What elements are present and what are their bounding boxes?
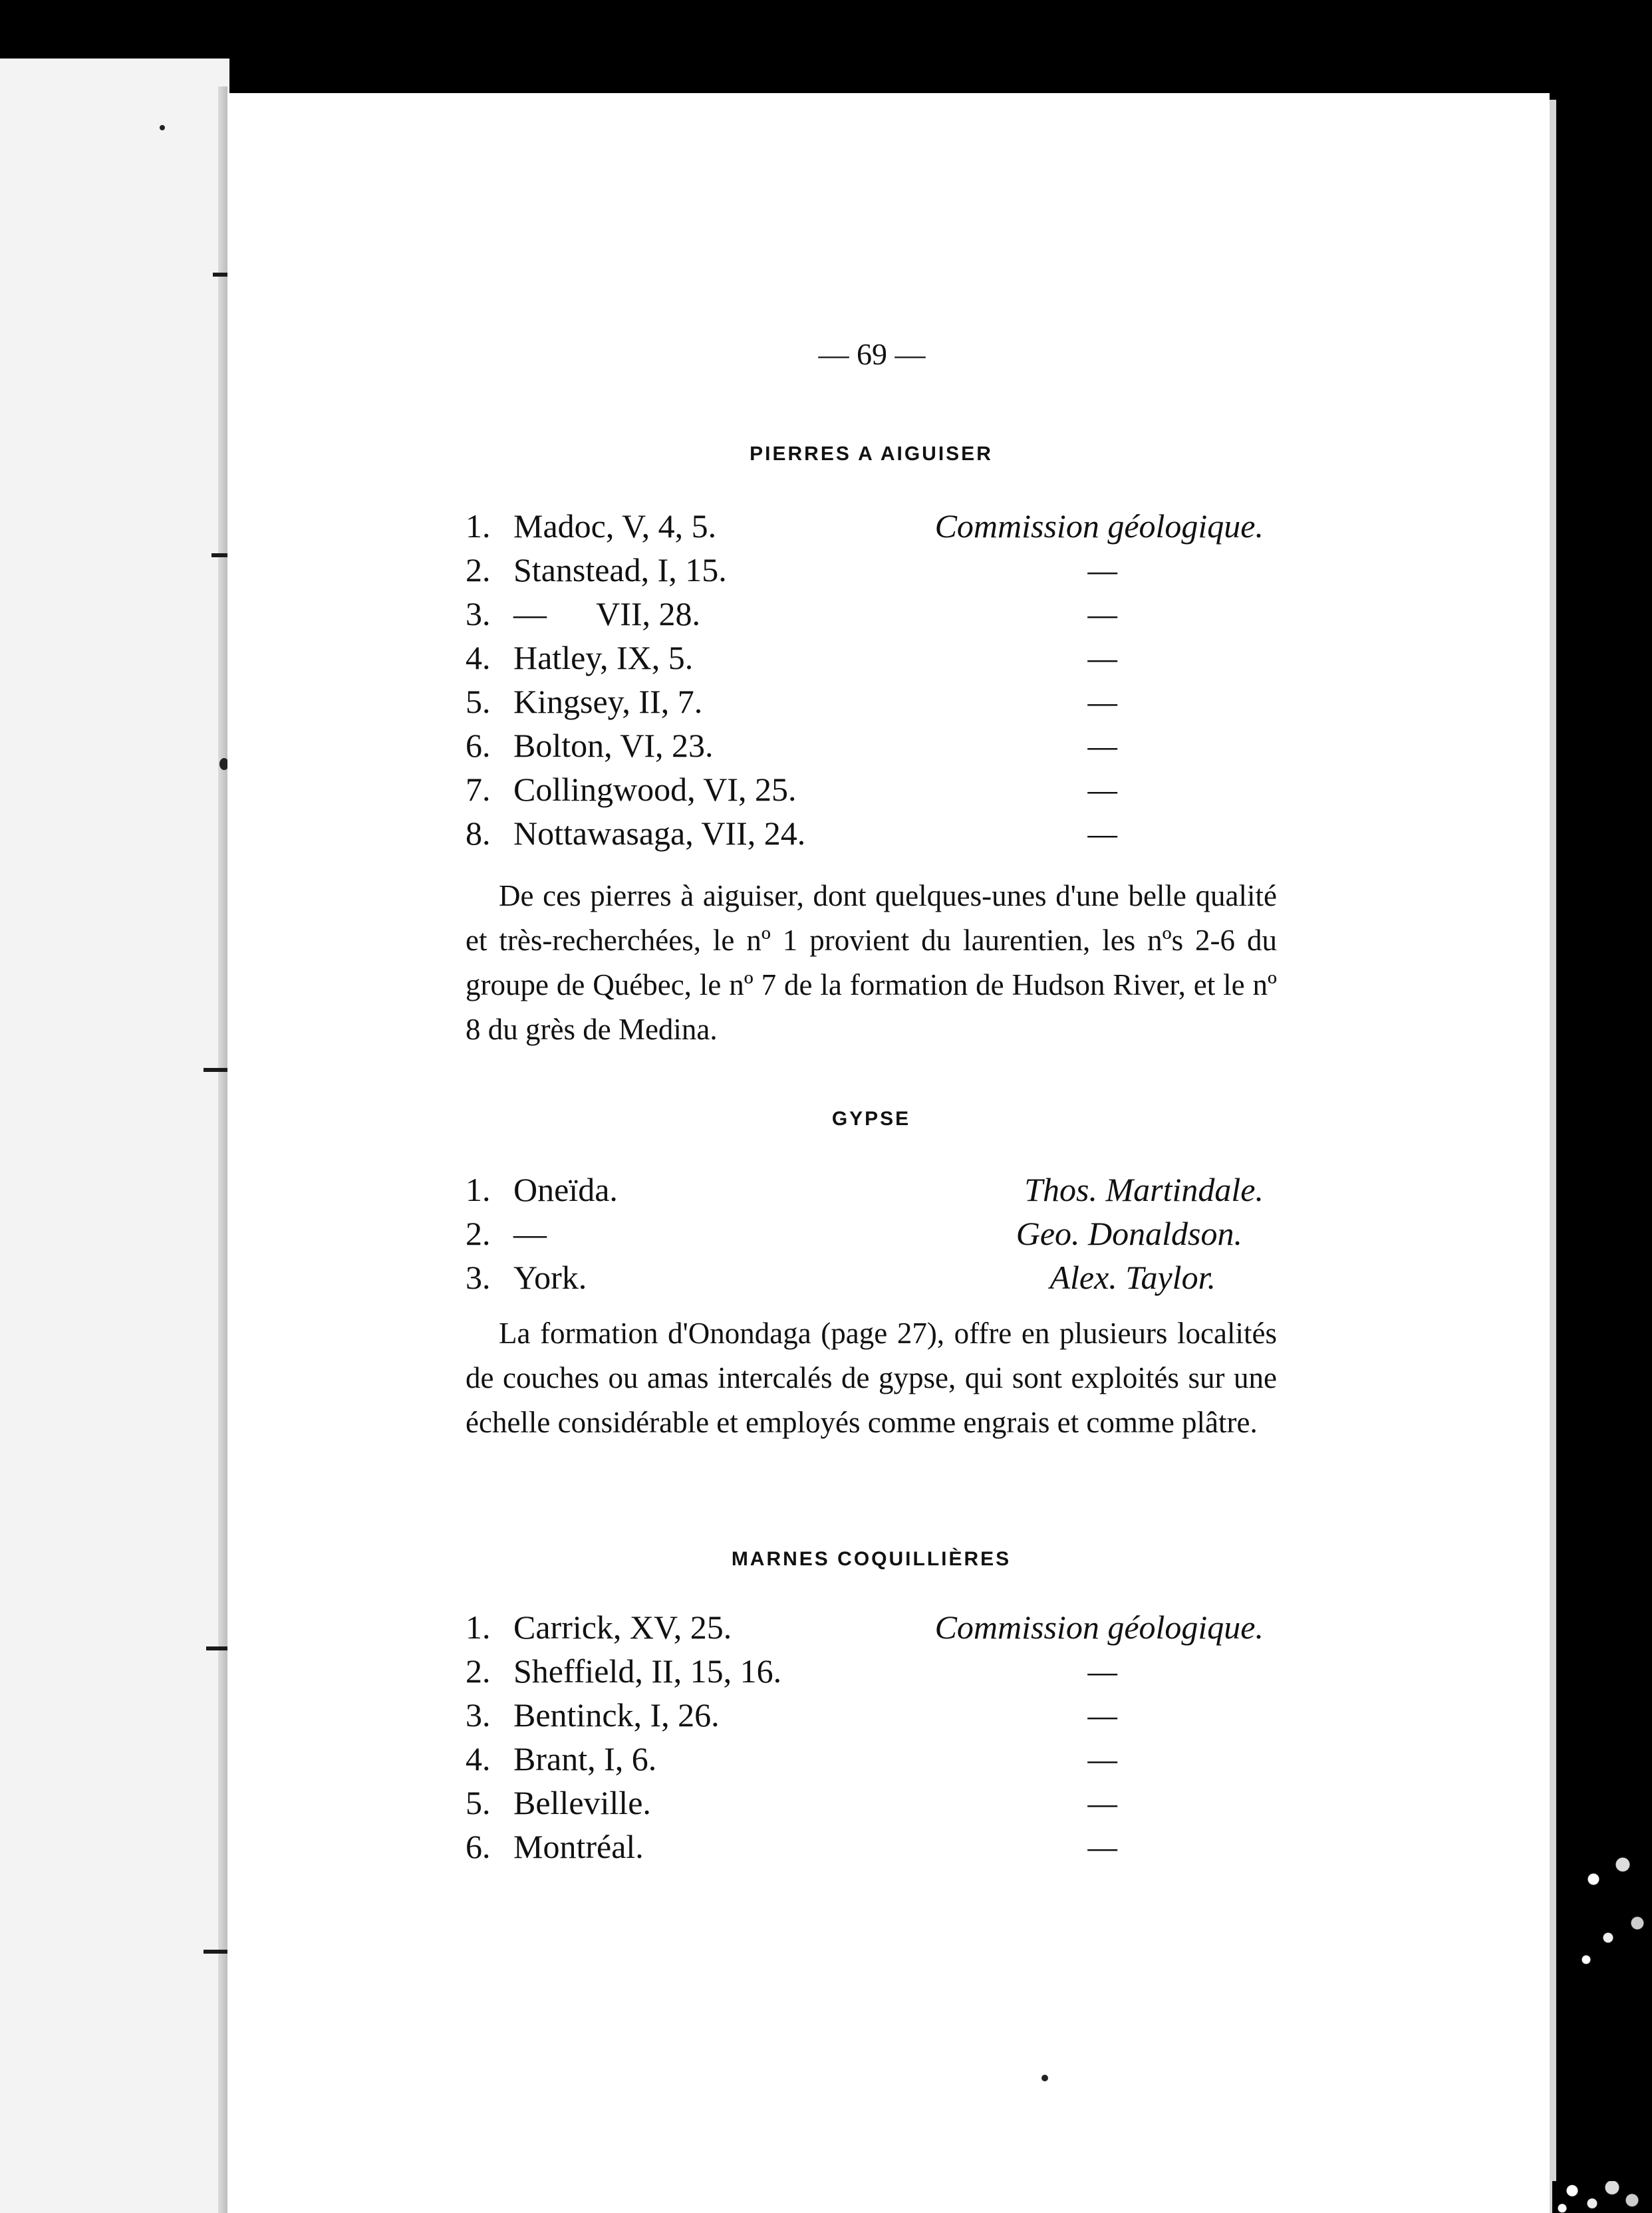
item-source-ditto: —: [1087, 815, 1117, 852]
item-number: 4.: [466, 1740, 491, 1777]
item-source: Geo. Donaldson.: [1016, 1215, 1242, 1252]
item-location: Kingsey, II, 7.: [513, 683, 703, 720]
item-location: Bolton, VI, 23.: [513, 727, 714, 764]
item-location: Montréal.: [513, 1828, 644, 1865]
item-number: 2.: [466, 1652, 491, 1690]
item-number: 6.: [466, 727, 491, 764]
list-item: [466, 1255, 1277, 1299]
item-location: Belleville.: [513, 1784, 651, 1821]
right-page-edge: [1550, 100, 1556, 2213]
item-number: 3.: [466, 1259, 491, 1296]
item-location: Collingwood, VI, 25.: [513, 771, 797, 808]
item-location: Stanstead, I, 15.: [513, 551, 727, 588]
item-location: Oneïda.: [513, 1171, 618, 1208]
item-number: 1.: [466, 1609, 491, 1646]
item-number: 6.: [466, 1828, 491, 1865]
item-source-ditto: —: [1087, 1696, 1117, 1734]
item-source-ditto: —: [1087, 683, 1117, 720]
page-number: — 69 —: [818, 337, 926, 371]
item-source-ditto: —: [1087, 1740, 1117, 1777]
item-source: Thos. Martindale.: [1024, 1171, 1264, 1208]
item-location: Sheffield, II, 15, 16.: [513, 1652, 782, 1690]
item-number: 1.: [466, 507, 491, 545]
list-item: [466, 1649, 1277, 1693]
item-source: Alex. Taylor.: [1049, 1259, 1216, 1296]
list-item: [466, 504, 1277, 548]
item-location: — VII, 28.: [513, 595, 701, 632]
item-source-ditto: —: [1087, 727, 1117, 764]
section-title-pierres: PIERRES A AIGUISER: [750, 443, 993, 465]
item-source-ditto: —: [1087, 551, 1117, 588]
item-number: 5.: [466, 683, 491, 720]
item-number: 8.: [466, 815, 491, 852]
page-gutter: [218, 86, 227, 2213]
item-source-ditto: —: [1087, 595, 1117, 632]
dust-speck: [160, 125, 165, 130]
item-number: 1.: [466, 1171, 491, 1208]
list-item: [466, 1605, 1277, 1649]
scan-noise: [1552, 2181, 1652, 2213]
item-location: Carrick, XV, 25.: [513, 1609, 732, 1646]
list-item: [466, 1737, 1277, 1781]
item-location: Bentinck, I, 26.: [513, 1696, 720, 1734]
list-item: [466, 1825, 1277, 1869]
item-location: Madoc, V, 4, 5.: [513, 507, 717, 545]
list-item: [466, 1781, 1277, 1825]
scan-noise: [1579, 1835, 1652, 1982]
dust-speck: [1041, 2075, 1048, 2081]
item-location: Nottawasaga, VII, 24.: [513, 815, 806, 852]
list-item: [466, 592, 1277, 636]
section-paragraph-pierres: De ces pierres à aiguiser, dont quelques-unes d'une belle qualité et très-recherchées, le nº 1 provient du laurentien, les nºs 2-6 du groupe de Québec, le nº 7 de la formation de Hudson River, et le nº 8 du grès de Medina.: [466, 879, 1277, 1046]
item-source-ditto: —: [1087, 1784, 1117, 1821]
item-number: 5.: [466, 1784, 491, 1821]
item-number: 4.: [466, 639, 491, 676]
item-number: 3.: [466, 595, 491, 632]
list-item: [466, 1693, 1277, 1737]
item-number: 3.: [466, 1696, 491, 1734]
item-source-ditto: —: [1087, 771, 1117, 808]
section-title-gypse: GYPSE: [831, 1108, 911, 1130]
list-item: [466, 680, 1277, 723]
list-item: [466, 811, 1277, 855]
item-source-ditto: —: [1087, 639, 1117, 676]
list-item: [466, 1212, 1277, 1255]
section-paragraph-gypse: La formation d'Onondaga (page 27), offre en plusieurs localités de couches ou amas intercalés de gypse, qui sont exploités sur une échelle considérable et employés comme engrais et comme plâtre.: [466, 1317, 1277, 1439]
item-source-ditto: —: [1087, 1652, 1117, 1690]
list-item: [466, 767, 1277, 811]
section-title-marnes: MARNES COQUILLIÈRES: [731, 1548, 1012, 1570]
list-item: [466, 548, 1277, 592]
left-page-margin: [0, 59, 229, 2213]
item-location: —: [513, 1215, 547, 1252]
item-number: 7.: [466, 771, 491, 808]
list-item: [466, 636, 1277, 680]
list-item: [466, 1168, 1277, 1212]
item-source-ditto: —: [1087, 1828, 1117, 1865]
item-number: 2.: [466, 551, 491, 588]
right-page: [227, 93, 1550, 2213]
item-source: Commission géologique.: [934, 507, 1264, 545]
item-location: York.: [513, 1259, 587, 1296]
item-location: Hatley, IX, 5.: [513, 639, 694, 676]
item-source: Commission géologique.: [934, 1609, 1264, 1646]
list-item: [466, 723, 1277, 767]
item-number: 2.: [466, 1215, 491, 1252]
item-location: Brant, I, 6.: [513, 1740, 657, 1777]
